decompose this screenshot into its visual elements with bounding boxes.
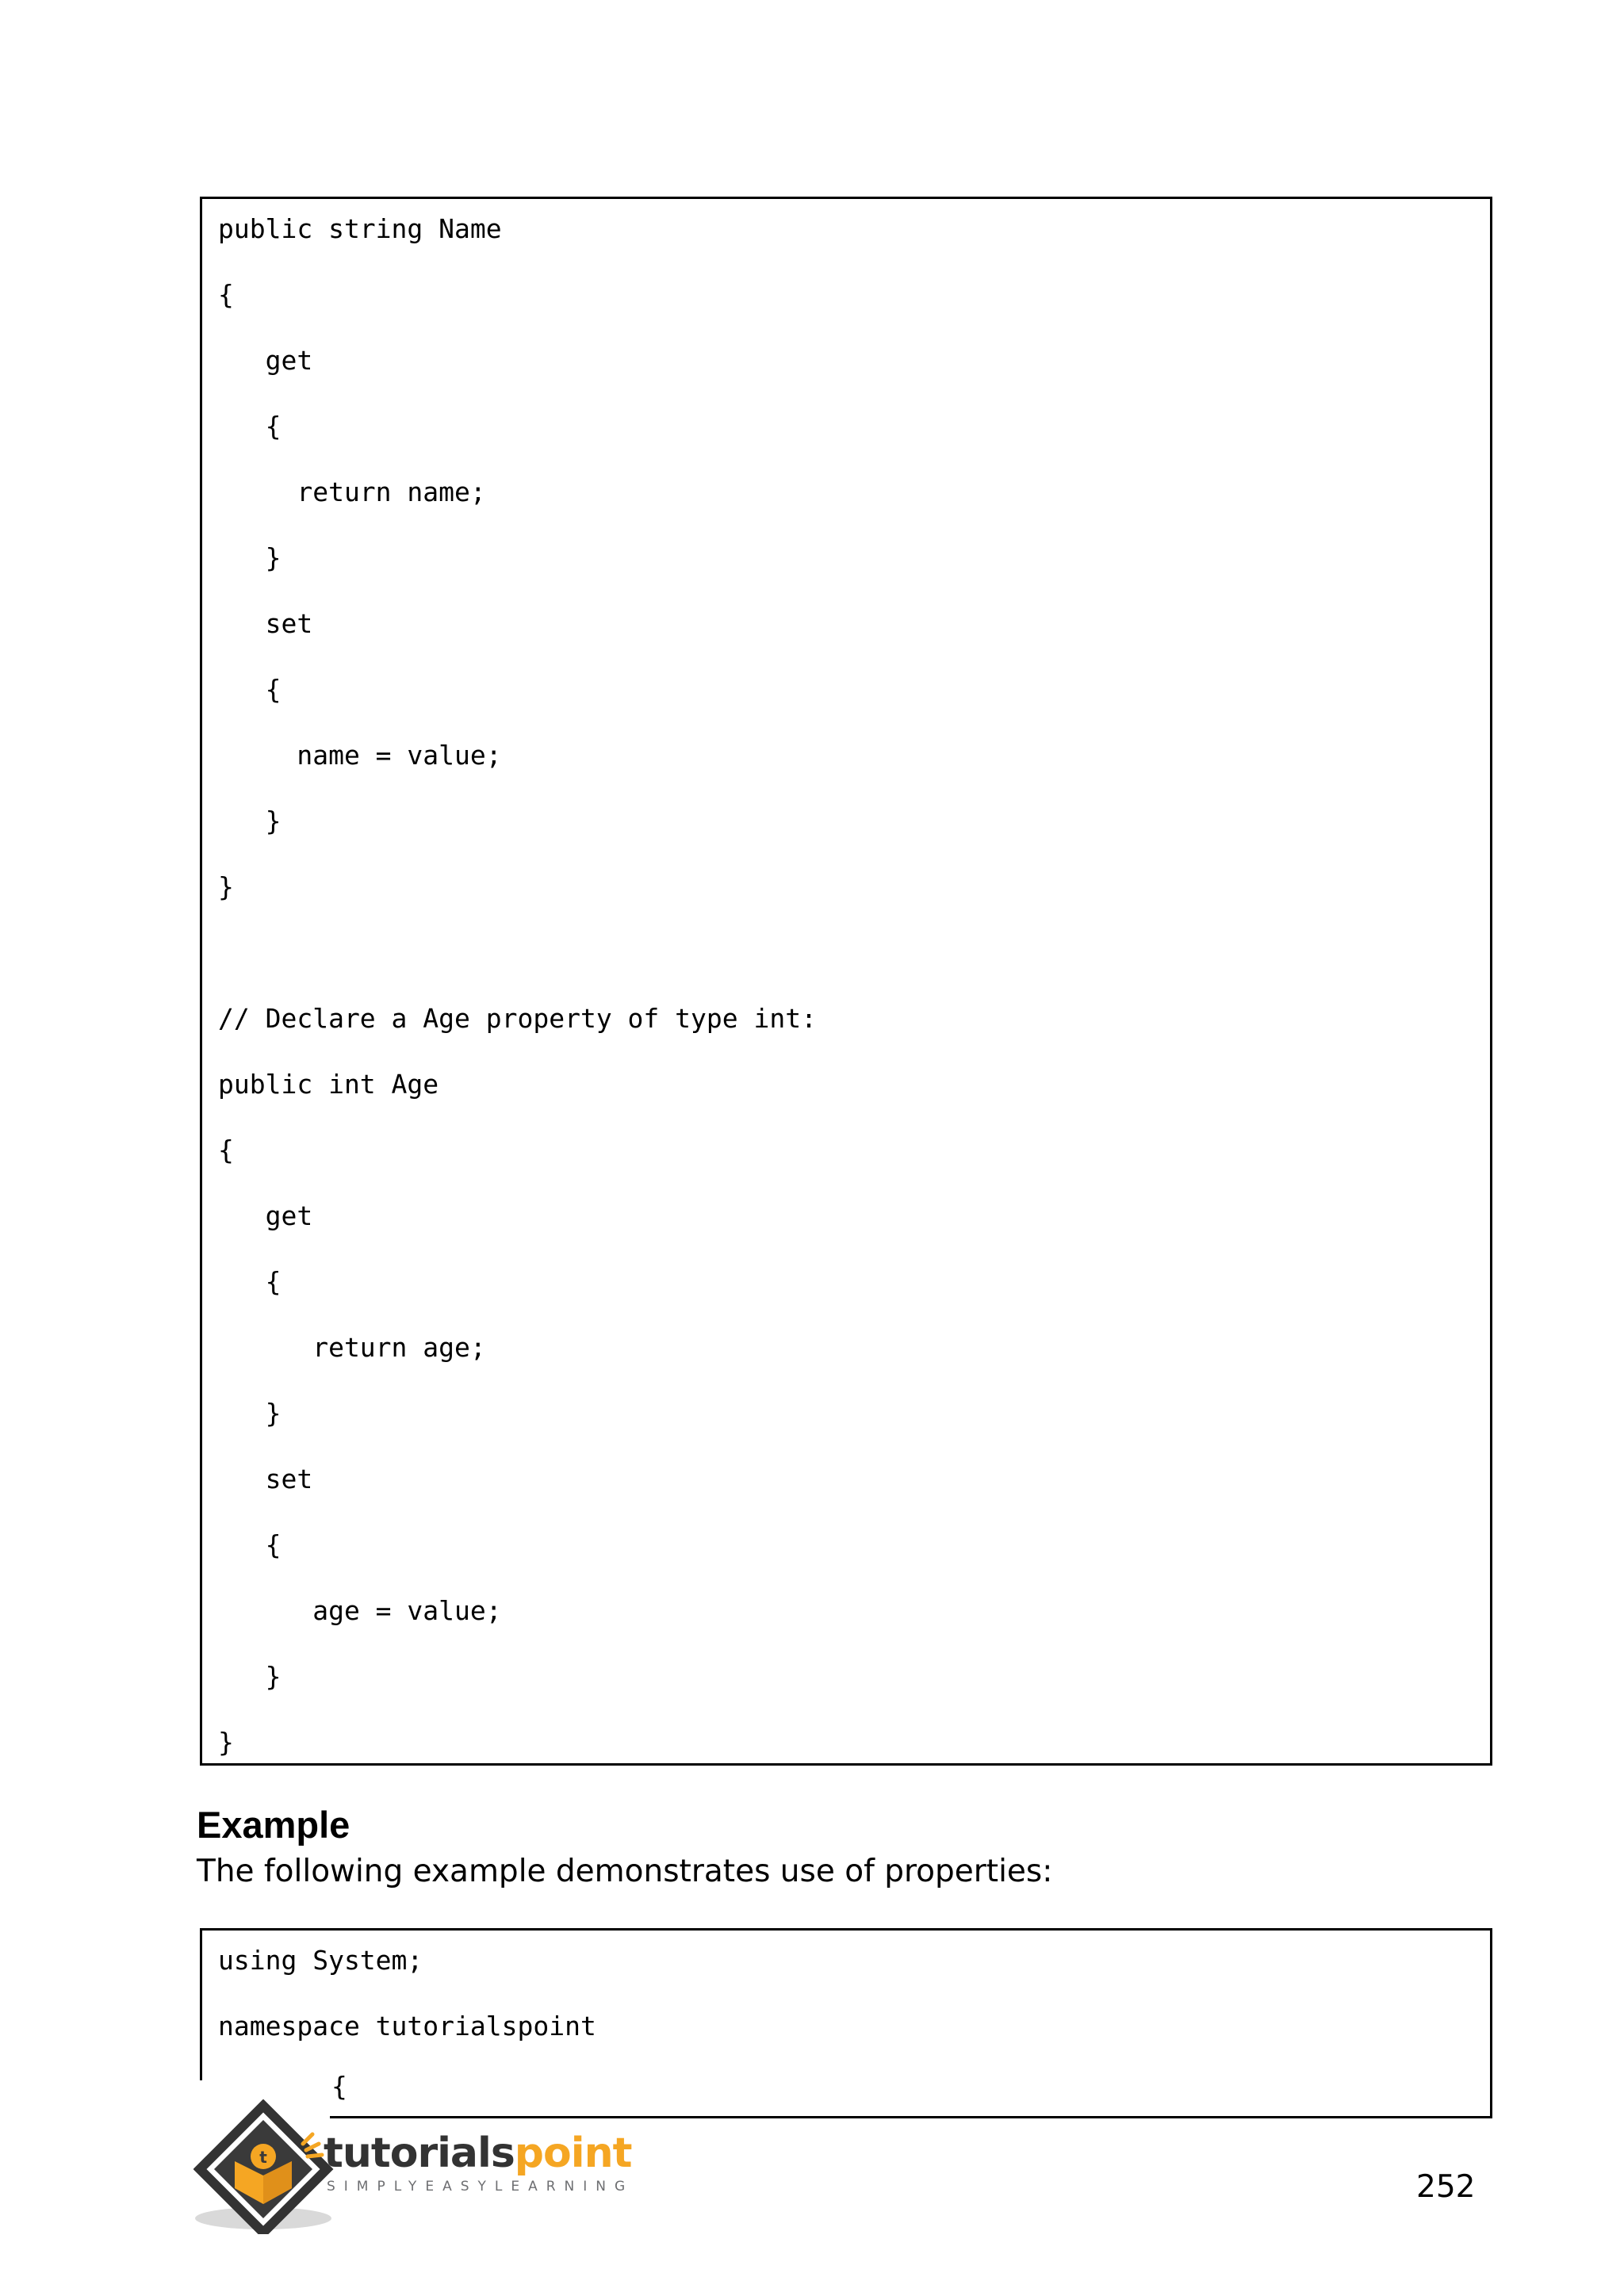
- code-block-example: [200, 1928, 1492, 2118]
- code-line: namespace tutorialspoint: [218, 2011, 596, 2042]
- code-line: }: [218, 542, 282, 573]
- code-line: return name;: [218, 476, 486, 507]
- code-line: {: [218, 1266, 282, 1297]
- code-line: {: [218, 1135, 234, 1165]
- code-line: }: [218, 871, 234, 902]
- logo-tagline: SIMPLYEASYLEARNING: [327, 2179, 634, 2195]
- code-line: }: [218, 1661, 282, 1692]
- code-line: {: [218, 411, 282, 442]
- section-heading: Example: [197, 1804, 350, 1846]
- section-intro: The following example demonstrates use of properties:: [197, 1854, 1053, 1889]
- code-line: public string Name: [218, 213, 502, 244]
- code-block-properties: [200, 197, 1492, 1766]
- code-line: public int Age: [218, 1069, 439, 1100]
- code-line: // Declare a Age property of type int:: [218, 1003, 817, 1034]
- code-line: {: [218, 279, 234, 310]
- code-line: using System;: [218, 1945, 423, 1976]
- code-line: }: [218, 1727, 234, 1758]
- code-line: {: [218, 1529, 282, 1560]
- code-line: set: [218, 1464, 313, 1494]
- code-line: get: [218, 345, 313, 376]
- code-line: name = value;: [218, 740, 502, 771]
- code-line: }: [218, 806, 282, 836]
- code-line: {: [218, 674, 282, 705]
- svg-text:t: t: [259, 2148, 267, 2167]
- logo-wordmark: tutorialspoint: [324, 2130, 632, 2177]
- code-line: age = value;: [218, 1595, 502, 1626]
- code-line: {: [331, 2071, 347, 2102]
- code-line: return age;: [218, 1332, 486, 1363]
- code-line: get: [218, 1200, 313, 1231]
- code-box-edge: [200, 2072, 202, 2080]
- code-line: }: [218, 1398, 282, 1429]
- page-number: 252: [1416, 2169, 1476, 2205]
- code-line: set: [218, 608, 313, 639]
